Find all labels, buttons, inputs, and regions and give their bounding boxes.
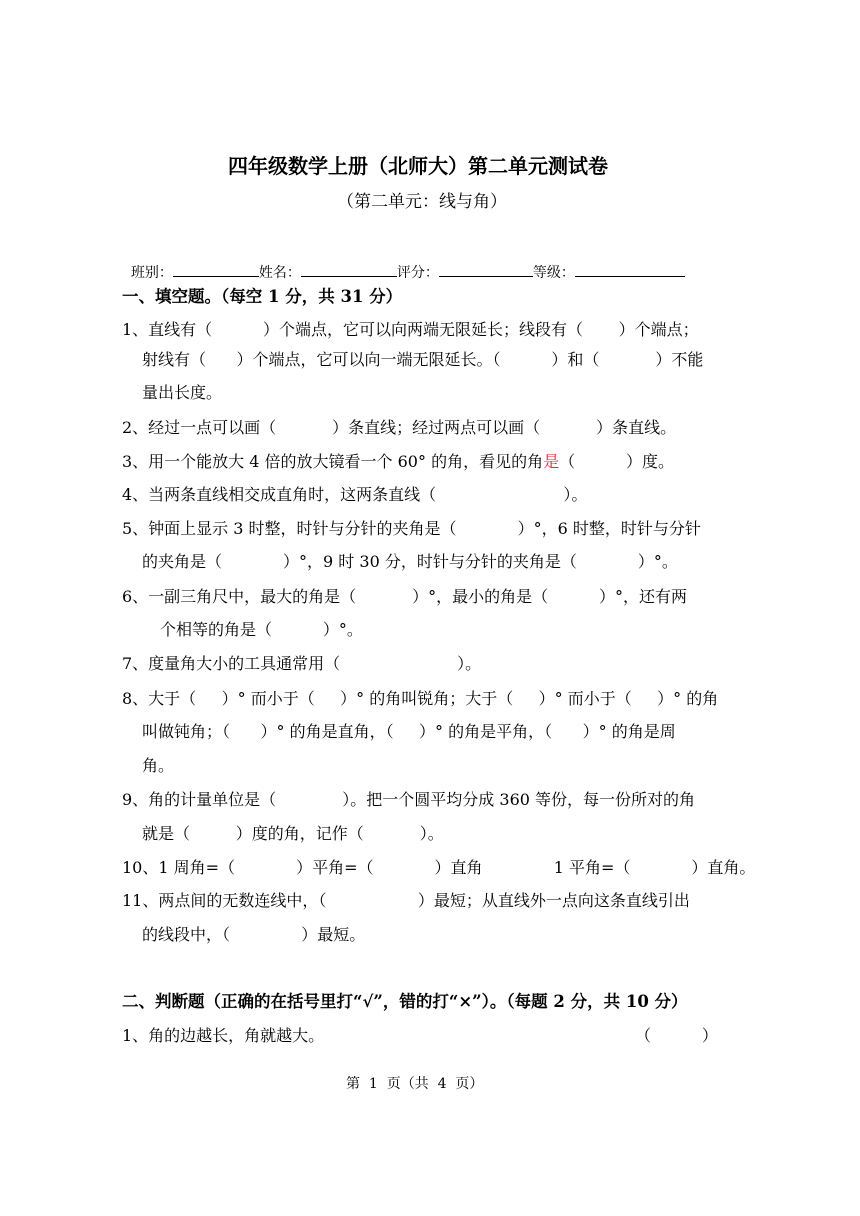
q1-line3: 量出长度。: [142, 383, 223, 402]
class-blank[interactable]: [173, 261, 259, 277]
q3: 3、用一个能放大 4 倍的放大镜看一个 60° 的角，看见的角是（ ）度。: [122, 452, 674, 471]
page-title: 四年级数学上册（北师大）第二单元测试卷: [228, 154, 608, 178]
q6-line1: 6、一副三角尺中，最大的角是（ ）°，最小的角是（ ）°，还有两: [122, 587, 687, 606]
q8-line3: 角。: [142, 756, 175, 775]
red-highlight: 是: [543, 452, 560, 471]
q7: 7、度量角大小的工具通常用（ ）。: [122, 654, 482, 673]
student-info-row: [122, 241, 685, 283]
q8-line2: 叫做钝角；（ ）° 的角是直角，（ ）° 的角是平角，（ ）° 的角是周: [142, 722, 676, 741]
q11-line1: 11、两点间的无数连线中，（ ）最短；从直线外一点向这条直线引出: [122, 891, 690, 910]
q5-line1: 5、钟面上显示 3 时整，时针与分针的夹角是（ ）°，6 时整，时针与分针: [122, 519, 701, 538]
page-footer: 第 1 页（共 4 页）: [346, 1076, 484, 1092]
class-label: 班别：: [130, 265, 173, 281]
section1-heading: 一、填空题。（每空 1 分，共 31 分）: [122, 287, 403, 306]
grade-blank[interactable]: [575, 261, 685, 277]
name-blank[interactable]: [301, 261, 397, 277]
judge-q1-text: 1、角的边越长，角就越大。: [122, 1026, 325, 1045]
q5-line2: 的夹角是（ ）°，9 时 30 分，时针与分针的夹角是（ ）°。: [142, 552, 678, 571]
score-blank[interactable]: [439, 261, 533, 277]
section2-heading: 二、判断题（正确的在括号里打“√”，错的打“×”）。（每题 2 分，共 10 分）: [122, 992, 688, 1011]
score-label: 评分：: [396, 265, 439, 281]
q6-line2: 个相等的角是（ ）°。: [160, 620, 363, 639]
grade-label: 等级：: [532, 265, 575, 281]
q10: 10、1 周角=（ ）平角=（ ）直角 1 平角=（ ）直角。: [122, 858, 756, 877]
q1-line2: 射线有（ ）个端点，它可以向一端无限延长。（ ）和（ ）不能: [142, 350, 704, 369]
page-subtitle: （第二单元：线与角）: [337, 192, 507, 212]
q2: 2、经过一点可以画（ ）条直线；经过两点可以画（ ）条直线。: [122, 418, 677, 437]
name-label: 姓名：: [258, 265, 301, 281]
q9-line2: 就是（ ）度的角，记作（ ）。: [142, 824, 444, 843]
q4: 4、当两条直线相交成直角时，这两条直线（ ）。: [122, 485, 588, 504]
q11-line2: 的线段中，（ ）最短。: [142, 925, 366, 944]
q8-line1: 8、大于（ ）° 而小于（ ）° 的角叫锐角；大于（ ）° 而小于（ ）° 的角: [122, 689, 719, 708]
judge-q1-answer-paren[interactable]: （ ）: [635, 1026, 718, 1045]
q1-line1: 1、直线有（ ）个端点，它可以向两端无限延长；线段有（ ）个端点；: [122, 320, 699, 339]
q9-line1: 9、角的计量单位是（ ）。把一个圆平均分成 360 等份，每一份所对的角: [122, 790, 696, 809]
